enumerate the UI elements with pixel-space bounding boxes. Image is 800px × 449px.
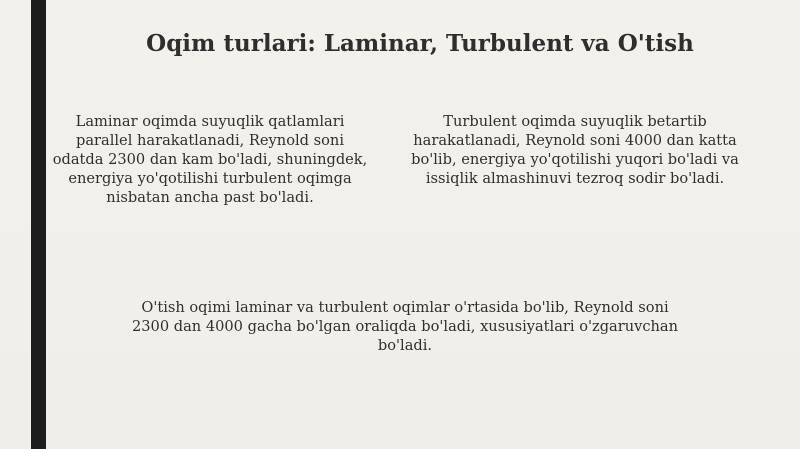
laminar-flow-paragraph: Laminar oqimda suyuqlik qatlamlari parallel harakatlanadi, Reynold soni odatda 2300 dan kam bo'ladi, shuningdek, energiya yo'qotilishi turbulent oqimga nisbatan ancha past bo'ladi. [52, 113, 368, 206]
slide-accent-bar [31, 0, 46, 449]
turbulent-flow-paragraph: Turbulent oqimda suyuqlik betartib harakatlanadi, Reynold soni 4000 dan katta bo'lib, energiya yo'qotilishi yuqori bo'ladi va issiqlik almashinuvi tezroq sodir bo'ladi. [411, 113, 739, 187]
transition-flow-paragraph: O'tish oqimi laminar va turbulent oqimlar o'rtasida bo'lib, Reynold soni 2300 dan 4000 gacha bo'lgan oraliqda bo'ladi, xususiyatlari o'zgaruvchan bo'ladi. [131, 299, 679, 354]
slide-title: Oqim turlari: Laminar, Turbulent va O'tish [146, 30, 694, 57]
